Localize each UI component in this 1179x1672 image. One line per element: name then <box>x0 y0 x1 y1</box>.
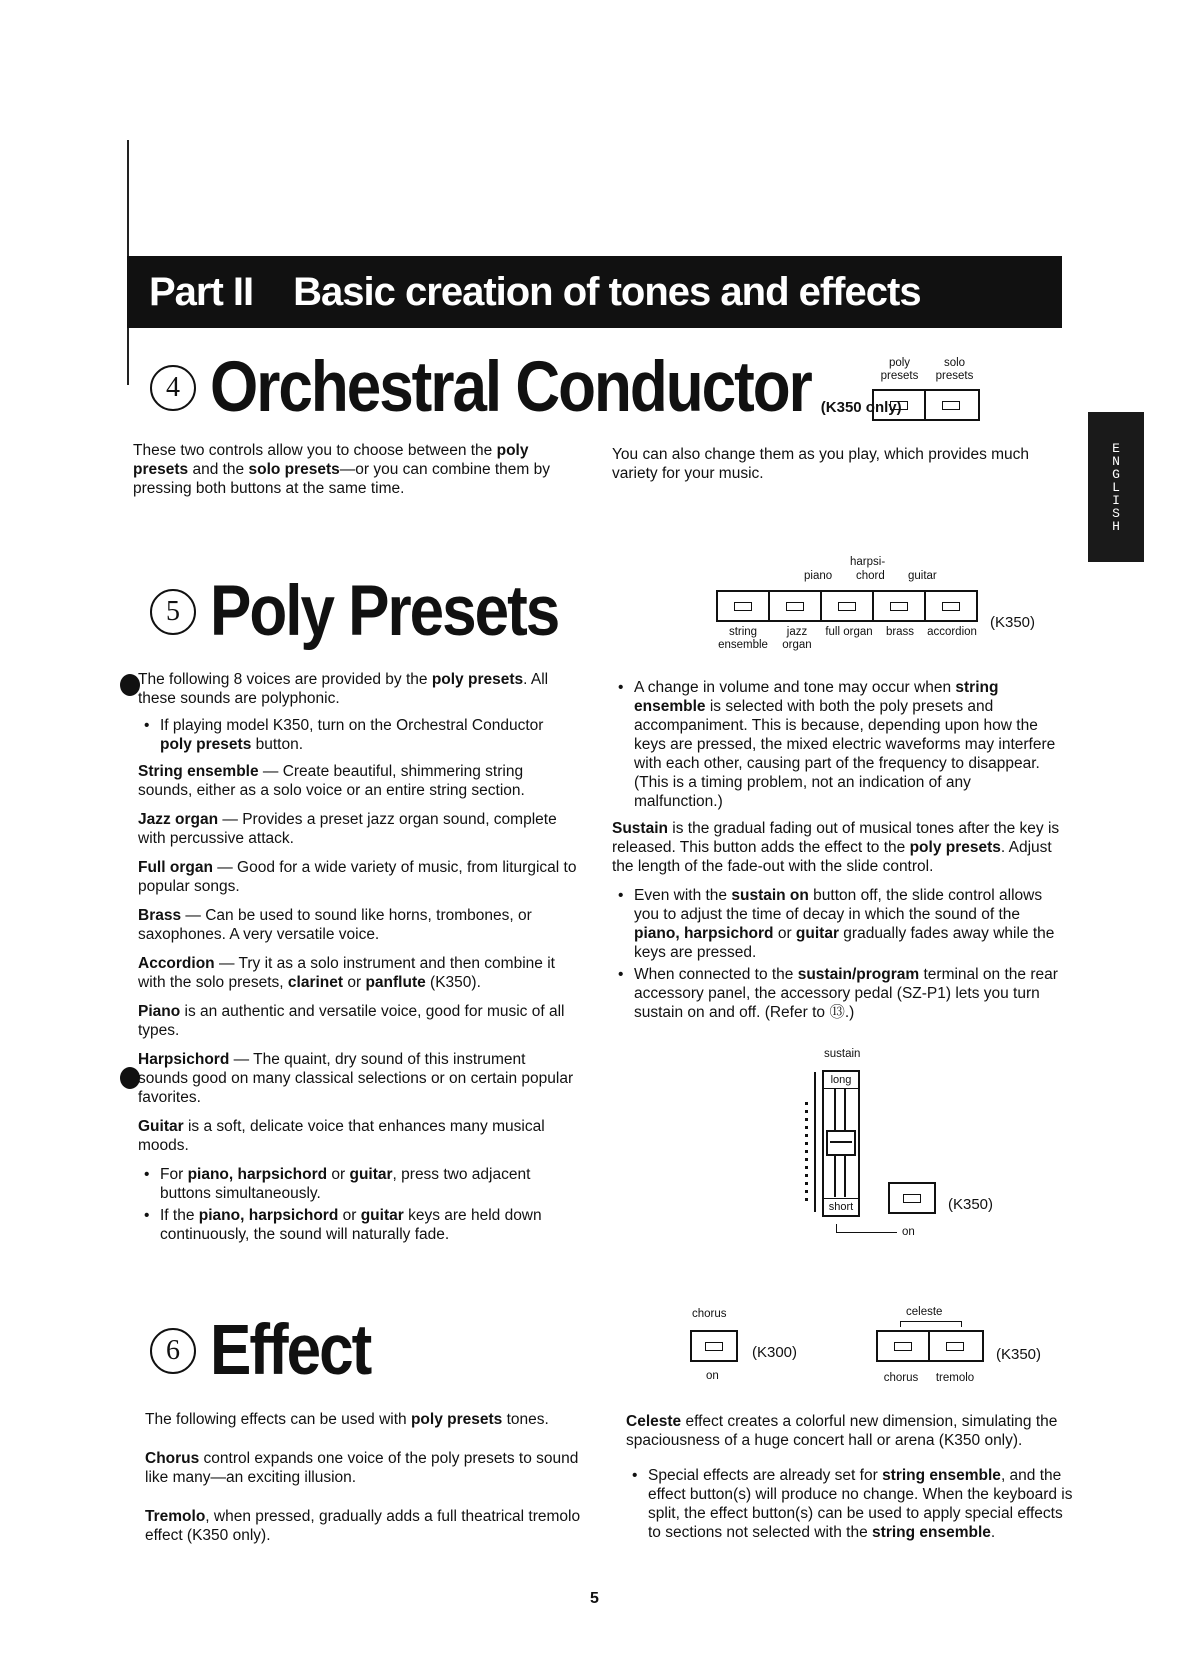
chorus-paragraph: Chorus control expands one voice of the poly presets to sound like many—an exciting illusion. <box>145 1450 579 1486</box>
banner-title: Basic creation of tones and effects <box>293 269 921 314</box>
effect-right-column <box>626 1412 1076 1550</box>
sustain-slider-track[interactable] <box>822 1070 860 1217</box>
poly-presets-label: poly presets <box>880 357 919 382</box>
sustain-paragraph: Sustain is the gradual fading out of musical tones after the key is released. This button adds the effect to the poly presets. Adjust the length of the fade-out with the slide control. <box>612 820 1060 875</box>
side-tab-label: ENGLISH <box>1112 440 1120 534</box>
accordion-button[interactable] <box>926 592 976 620</box>
button-indicator-icon <box>786 602 804 611</box>
sustain-model-label: (K350) <box>948 1196 994 1213</box>
poly-left-column <box>138 670 578 1252</box>
sustain-slider-diagram <box>800 1048 1020 1238</box>
sustain-on-label: on <box>902 1226 915 1238</box>
chorus-effect-button[interactable] <box>878 1332 930 1360</box>
brass-button[interactable] <box>874 592 926 620</box>
button-indicator-icon <box>890 401 908 410</box>
celeste-label: celeste <box>906 1306 943 1318</box>
poly-left-bullet-1: • For piano, harpsichord or guitar, press two adjacent buttons simultaneously. <box>160 1165 578 1203</box>
sustain-bullet-2: • When connected to the sustain/program terminal on the rear accessory panel, the accessory pedal (SZ-P1) lets you turn sustain on and off. (Refer to ⑬.) <box>634 965 1062 1022</box>
chorus-label: chorus <box>692 1308 727 1320</box>
poly-title: Poly Presets <box>210 571 559 652</box>
voice-piano: Piano is an authentic and versatile voice, good for music of all types. <box>138 1003 565 1039</box>
poly-heading <box>150 571 559 652</box>
slider-long-label: long <box>824 1072 858 1089</box>
full-organ-label: full organ <box>825 626 873 638</box>
slider-short-label: short <box>824 1198 858 1215</box>
poly-presets-button[interactable] <box>874 391 926 419</box>
solo-presets-label: solo presets <box>935 357 974 382</box>
sustain-on-button[interactable] <box>890 1184 934 1212</box>
button-indicator-icon <box>946 1342 964 1351</box>
accordion-label: accordion <box>927 626 977 638</box>
conductor-left-text: These two controls allow you to choose between the poly presets and the solo presets—or you can combine them by pressing both buttons at the same time. <box>133 442 551 497</box>
celeste-chorus-label: chorus <box>883 1372 919 1384</box>
chorus-on-label: on <box>706 1370 719 1382</box>
conductor-right-text: You can also change them as you play, which provides much variety for your music. <box>612 446 1030 482</box>
solo-presets-button[interactable] <box>926 391 976 419</box>
voice-string-ensemble: String ensemble — Create beautiful, shimmering string sounds, either as a solo voice or an entire string section. <box>138 763 525 799</box>
poly-left-bullet-2: • If the piano, harpsichord or guitar keys are held down continuously, the sound will naturally fade. <box>160 1206 578 1244</box>
string-ensemble-button[interactable] <box>718 592 770 620</box>
button-indicator-icon <box>890 602 908 611</box>
conductor-buttons <box>872 357 1002 421</box>
poly-model-label: (K350) <box>990 614 1036 631</box>
english-side-tab <box>1088 412 1144 562</box>
effect-heading <box>150 1310 371 1391</box>
button-indicator-icon <box>942 401 960 410</box>
poly-intro: The following 8 voices are provided by the poly presets. All these sounds are polyphonic. <box>138 671 549 707</box>
effect-intro: The following effects can be used with poly presets tones. <box>145 1411 549 1428</box>
full-organ-button[interactable] <box>822 592 874 620</box>
harpsi-label: harpsi- <box>850 556 886 568</box>
section-number-5: 5 <box>150 589 196 635</box>
piano-label: piano <box>804 570 833 582</box>
button-indicator-icon <box>942 602 960 611</box>
punch-hole-mark <box>120 1067 140 1089</box>
jazz-organ-button[interactable] <box>770 592 822 620</box>
conductor-heading <box>150 347 902 428</box>
sustain-slider-knob[interactable] <box>826 1130 856 1156</box>
celeste-tremolo-label: tremolo <box>935 1372 975 1384</box>
button-indicator-icon <box>894 1342 912 1351</box>
celeste-bracket <box>900 1321 962 1327</box>
effect-right-bullet: • Special effects are already set for string ensemble, and the effect button(s) will produce no change. When the keyboard is split, the effect button(s) can be used to apply special effects to sections not selected with the string ensemble. <box>648 1466 1076 1542</box>
button-indicator-icon <box>705 1342 723 1351</box>
button-indicator-icon <box>838 602 856 611</box>
slider-rail-left <box>814 1072 816 1212</box>
page-number: 5 <box>590 1590 599 1607</box>
effect-left-column <box>145 1410 585 1555</box>
effect-title: Effect <box>210 1310 371 1391</box>
punch-hole-mark <box>120 674 140 696</box>
banner-part: Part II <box>149 269 254 314</box>
chord-label: chord <box>856 570 885 582</box>
voice-accordion: Accordion — Try it as a solo instrument and then combine it with the solo presets, clarinet or panflute (K350). <box>138 955 555 991</box>
brass-label: brass <box>885 626 915 638</box>
tremolo-effect-button[interactable] <box>930 1332 980 1360</box>
voice-full-organ: Full organ — Good for a wide variety of music, from liturgical to popular songs. <box>138 859 577 895</box>
celeste-model-label: (K350) <box>996 1346 1042 1363</box>
conductor-note: (K350 only) <box>820 399 902 416</box>
voice-jazz-organ: Jazz organ — Provides a preset jazz organ sound, complete with percussive attack. <box>138 811 557 847</box>
jazz-organ-label: jazz organ <box>782 626 812 651</box>
chorus-model-label: (K300) <box>752 1344 798 1361</box>
poly-bullet-k350: • If playing model K350, turn on the Orchestral Conductor poly presets button. <box>160 716 578 754</box>
part-banner <box>127 256 1062 328</box>
guitar-label: guitar <box>908 570 937 582</box>
celeste-paragraph: Celeste effect creates a colorful new dimension, simulating the spaciousness of a huge concert hall or arena (K350 only). <box>626 1413 1058 1449</box>
section-number-4: 4 <box>150 365 196 411</box>
on-pointer-line <box>836 1224 897 1233</box>
sustain-label: sustain <box>824 1048 861 1060</box>
sustain-bullet-1: • Even with the sustain on button off, the slide control allows you to adjust the time of decay in which the sound of the piano, harpsichord or guitar gradually fades away while the keys are pressed. <box>634 886 1062 962</box>
slider-scale-ticks <box>805 1102 808 1202</box>
voice-harpsichord: Harpsichord — The quaint, dry sound of this instrument sounds good on many classical selections or on certain popular favorites. <box>138 1051 574 1106</box>
poly-right-bullet-1: • A change in volume and tone may occur when string ensemble is selected with both the poly presets and accompaniment. This is because, depending upon how the keys are pressed, the mixed electric waveforms may interfere with each other, causing part of the frequency to disappear. (This is a timing problem, not an indication of any malfunction.) <box>634 678 1062 811</box>
chorus-button[interactable] <box>692 1332 736 1360</box>
poly-right-column <box>612 678 1062 1030</box>
section-number-6: 6 <box>150 1328 196 1374</box>
string-ensemble-label: string ensemble <box>718 626 768 651</box>
button-indicator-icon <box>734 602 752 611</box>
button-indicator-icon <box>903 1194 921 1203</box>
voice-brass: Brass — Can be used to sound like horns, trombones, or saxophones. A very versatile voice. <box>138 907 532 943</box>
voice-guitar: Guitar is a soft, delicate voice that enhances many musical moods. <box>138 1118 545 1154</box>
conductor-title: Orchestral Conductor <box>210 347 811 428</box>
tremolo-paragraph: Tremolo, when pressed, gradually adds a full theatrical tremolo effect (K350 only). <box>145 1508 581 1544</box>
